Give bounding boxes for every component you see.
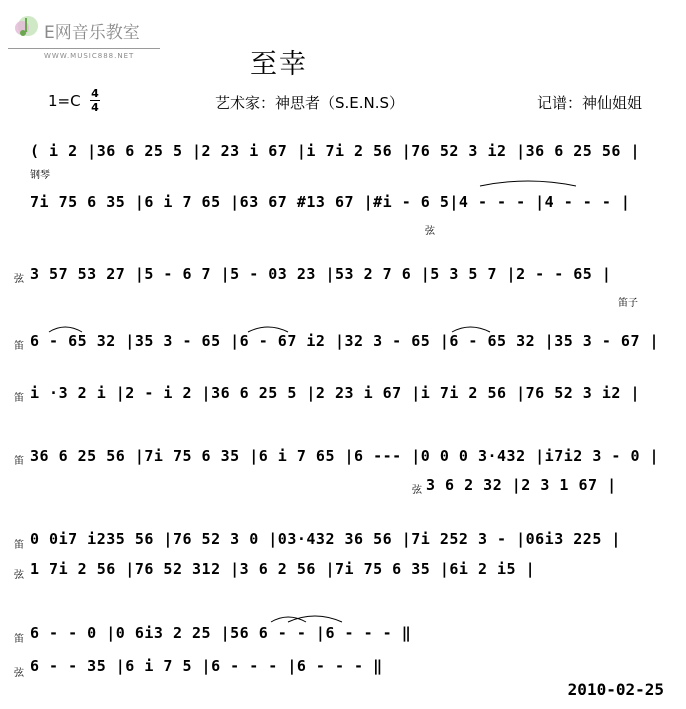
time-signature-bottom: 4 (91, 101, 99, 114)
notation-line-1: ( i 2 |36 6 25 5 |2 23 i 67 |i 7i 2 56 |76 52 3 i2 |36 6 25 56 | (30, 142, 640, 160)
slur-arc (480, 181, 576, 186)
key-signature: 1=C (48, 92, 81, 110)
part-label-strings: 弦 (14, 570, 24, 581)
slur-arc (452, 327, 490, 332)
site-url: WWW.MUSIC888.NET (44, 52, 135, 60)
part-label-flute: 笛 (14, 634, 24, 645)
artist-credit: 艺术家：神思者（S.E.N.S） (215, 94, 405, 112)
notation-line-3: 3 57 53 27 |5 - 6 7 |5 - 03 23 |53 2 7 6 |5 3 5 7 |2 - - 65 | (30, 265, 612, 283)
slur-arc (288, 616, 342, 622)
slur-arc (248, 327, 288, 332)
strings-label: 弦 (425, 226, 435, 237)
piano-label: 钢琴 (30, 170, 50, 181)
notation-line-7-strings: 1 7i 2 56 |76 52 312 |3 6 2 56 |7i 75 6 35 |6i 2 i5 | (30, 560, 536, 578)
time-signature-top: 4 (91, 87, 99, 100)
part-label-flute: 笛 (14, 341, 24, 352)
part-label-strings: 弦 (14, 668, 24, 679)
notation-line-8-strings: 6 - - 35 |6 i 7 5 |6 - - - |6 - - - ‖ (30, 657, 383, 675)
transcriber-credit: 记谱：神仙姐姐 (537, 94, 643, 112)
part-label-strings: 弦 (412, 485, 422, 496)
transcription-date: 2010-02-25 (567, 680, 664, 699)
part-label-flute: 笛 (14, 540, 24, 551)
slur-arc (49, 327, 82, 332)
part-label-flute: 笛 (14, 456, 24, 467)
part-label-flute: 笛 (14, 393, 24, 404)
flute-label: 笛子 (618, 298, 638, 309)
notation-line-6-strings: 3 6 2 32 |2 3 1 67 | (426, 476, 617, 494)
notation-line-8: 6 - - 0 |0 6i3 2 25 |56 6 - - |6 - - - ‖ (30, 624, 412, 642)
notation-line-2: 7i 75 6 35 |6 i 7 65 |63 67 #13 67 |#i - 6 5|4 - - - |4 - - - | (30, 193, 631, 211)
part-label-strings: 弦 (14, 274, 24, 285)
song-title: 至幸 (250, 49, 308, 80)
notation-line-6: 36 6 25 56 |7i 75 6 35 |6 i 7 65 |6 --- |0 0 0 3·432 |i7i2 3 - 0 | (30, 447, 660, 465)
notation-line-7: 0 0i7 i235 56 |76 52 3 0 |03·432 36 56 |7i 252 3 - |06i3 225 | (30, 530, 621, 548)
site-name: E网音乐教室 (44, 23, 140, 43)
notation-line-4: 6 - 65 32 |35 3 - 65 |6 - 67 i2 |32 3 - 65 |6 - 65 32 |35 3 - 67 | (30, 332, 660, 350)
notation-line-5: i ·3 2 i |2 - i 2 |36 6 25 5 |2 23 i 67 |i 7i 2 56 |76 52 3 i2 | (30, 384, 640, 402)
